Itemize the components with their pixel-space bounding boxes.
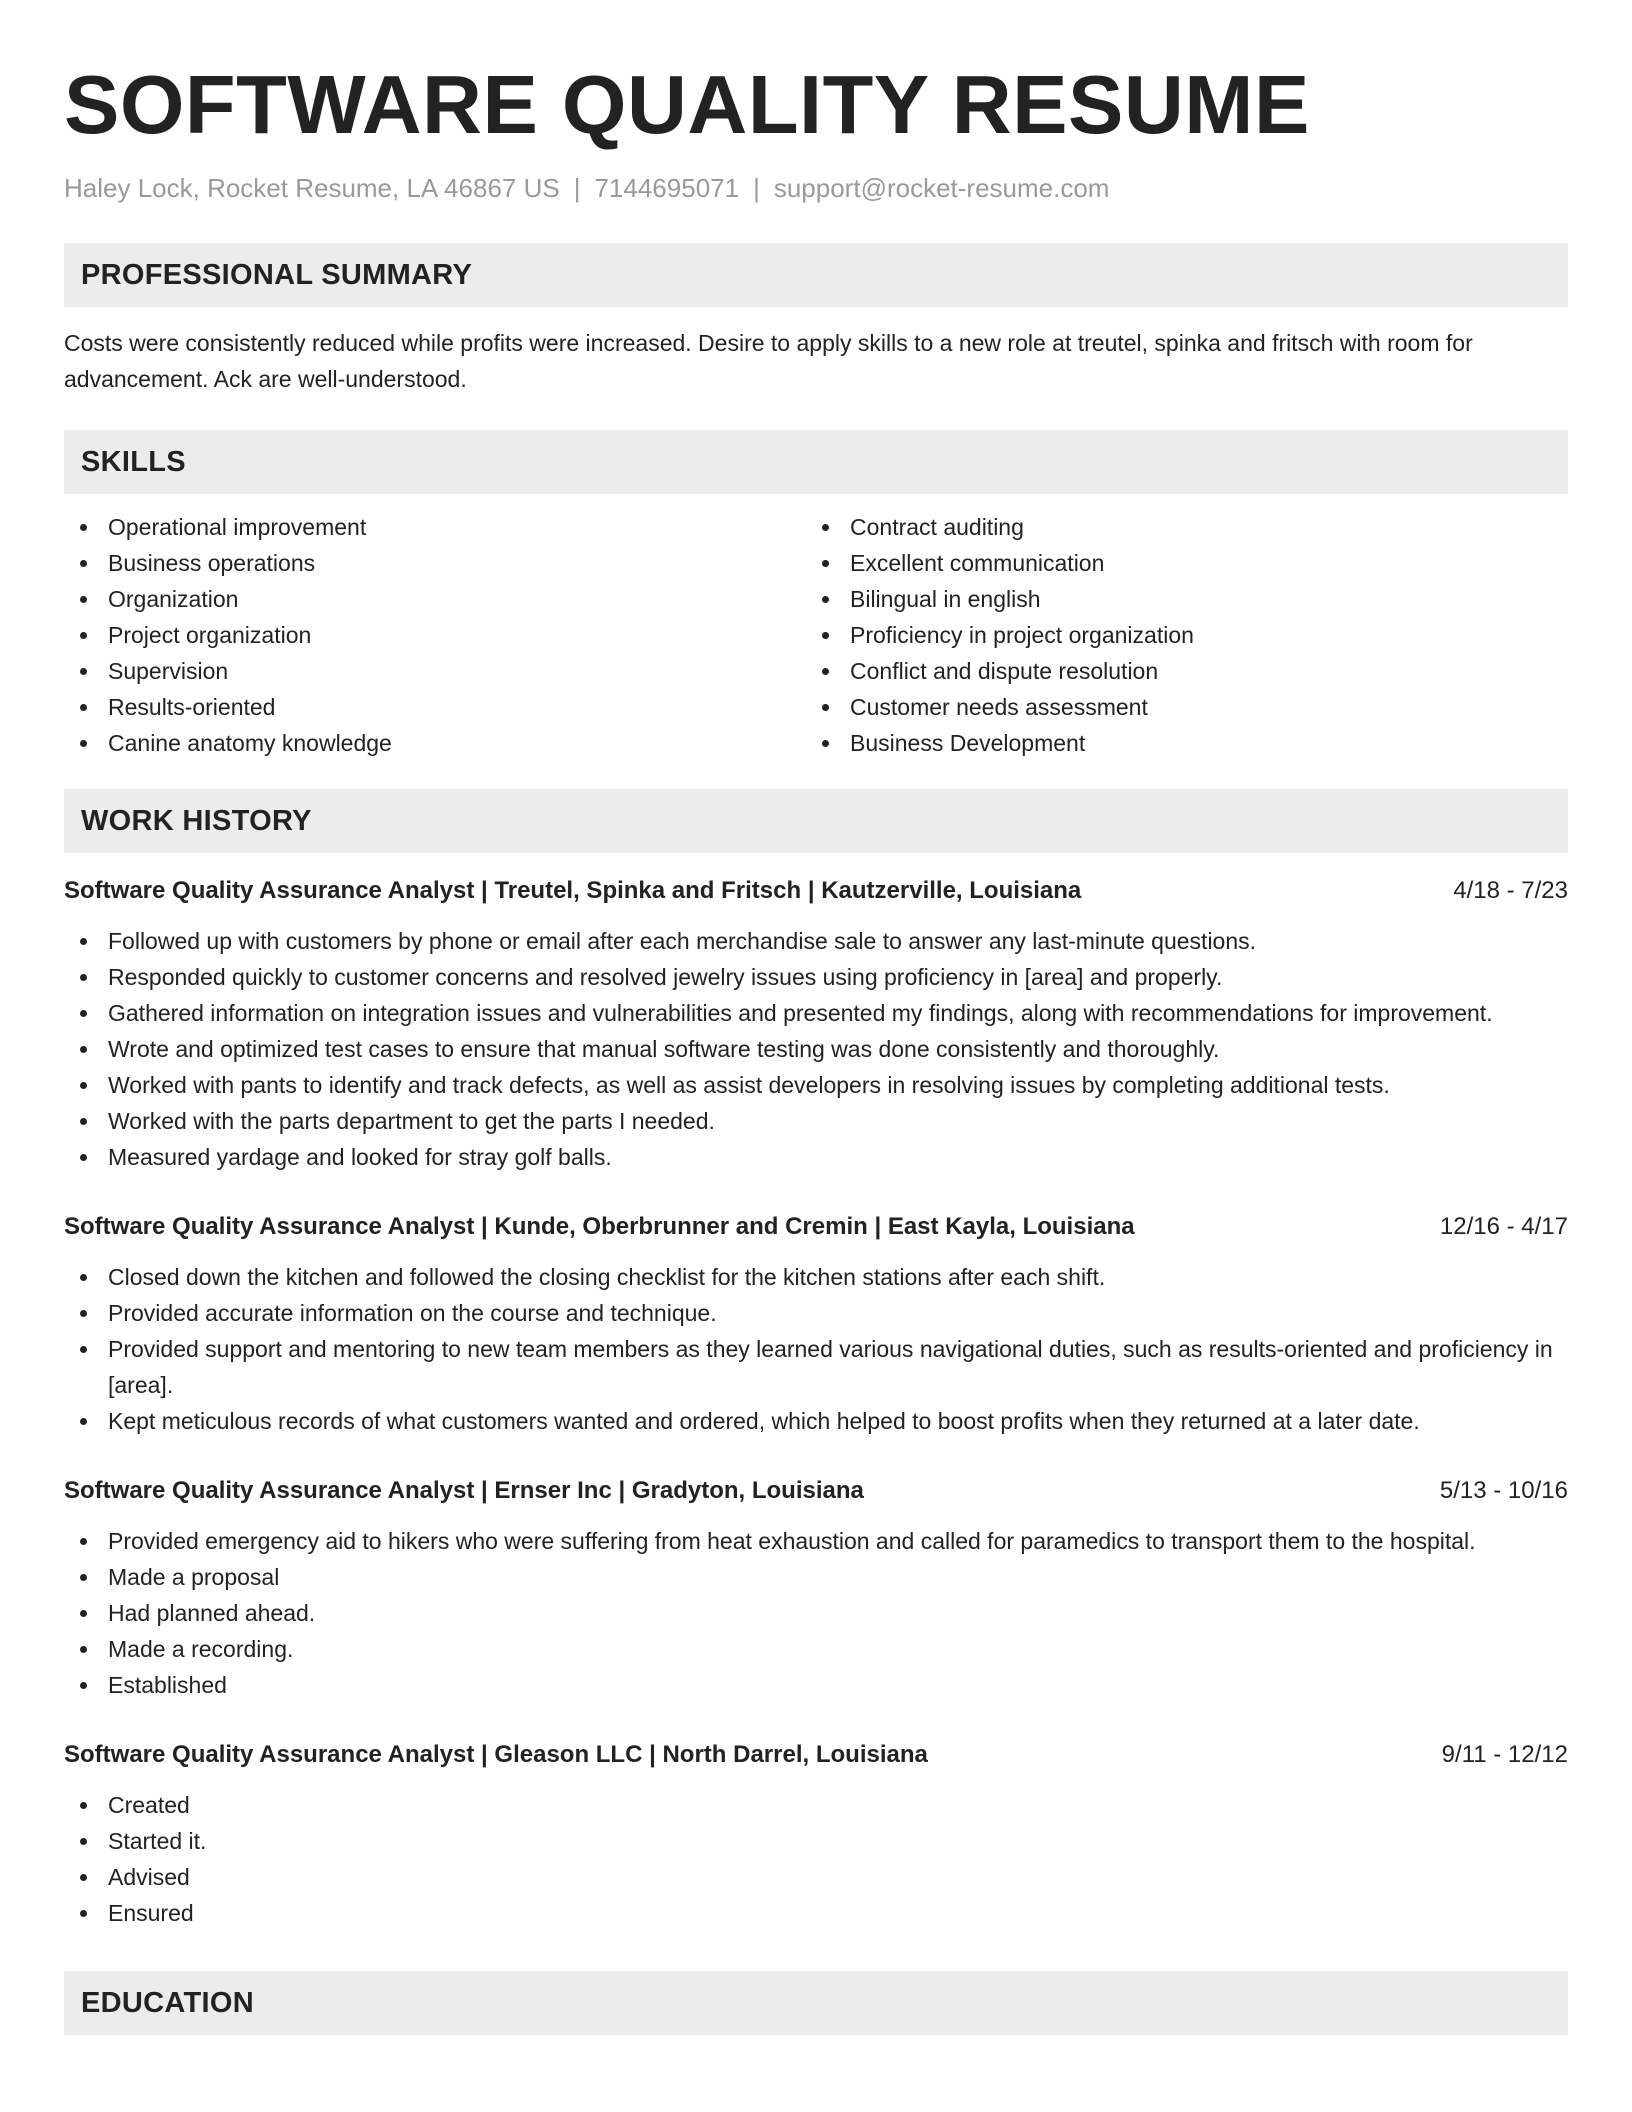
job-bullet: Worked with pants to identify and track defects, as well as assist developers in resolving issues by completing additional tests.: [64, 1067, 1568, 1103]
job-bullet: Followed up with customers by phone or email after each merchandise sale to answer any last-minute questions.: [64, 923, 1568, 959]
job-bullet: Started it.: [64, 1823, 1568, 1859]
skills-column-right: [806, 509, 1548, 761]
skill-item: Supervision: [64, 653, 806, 689]
job-dates: 9/11 - 12/12: [1441, 1741, 1568, 1768]
skill-item: Organization: [64, 581, 806, 617]
job-bullet: Advised: [64, 1859, 1568, 1895]
skills-column-left: [64, 509, 806, 761]
skill-item: Canine anatomy knowledge: [64, 725, 806, 761]
job-entry: [64, 1207, 1568, 1439]
job-bullet: Provided support and mentoring to new team members as they learned various navigational duties, such as results-oriented and proficiency in [area].: [64, 1331, 1568, 1403]
job-header: [64, 1735, 1568, 1775]
job-bullets: [64, 1787, 1568, 1931]
job-bullet: Closed down the kitchen and followed the closing checklist for the kitchen stations after each shift.: [64, 1259, 1568, 1295]
resume-title: SOFTWARE QUALITY RESUME: [64, 58, 1310, 151]
job-bullet: Established: [64, 1667, 1568, 1703]
job-title: Software Quality Assurance Analyst | Gleason LLC | North Darrel, Louisiana: [64, 1741, 928, 1768]
job-header: [64, 1207, 1568, 1247]
job-title: Software Quality Assurance Analyst | Ernser Inc | Gradyton, Louisiana: [64, 1477, 864, 1504]
job-bullet: Provided accurate information on the course and technique.: [64, 1295, 1568, 1331]
contact-line: [64, 171, 1568, 205]
contact-separator: |: [753, 173, 760, 203]
job-bullet: Made a proposal: [64, 1559, 1568, 1595]
job-entry: [64, 871, 1568, 1175]
job-bullet: Responded quickly to customer concerns and resolved jewelry issues using proficiency in [area] and properly.: [64, 959, 1568, 995]
job-title: Software Quality Assurance Analyst | Treutel, Spinka and Fritsch | Kautzerville, Louisiana: [64, 877, 1082, 904]
summary-heading: PROFESSIONAL SUMMARY: [64, 243, 1568, 307]
skill-item: Customer needs assessment: [806, 689, 1548, 725]
job-bullet: Ensured: [64, 1895, 1568, 1931]
job-header: [64, 871, 1568, 911]
skill-item: Proficiency in project organization: [806, 617, 1548, 653]
job-bullets: [64, 923, 1568, 1175]
skill-item: Excellent communication: [806, 545, 1548, 581]
work-history-heading: WORK HISTORY: [64, 789, 1568, 853]
job-bullet: Kept meticulous records of what customers wanted and ordered, which helped to boost profits when they returned at a later date.: [64, 1403, 1568, 1439]
job-bullet: Wrote and optimized test cases to ensure that manual software testing was done consistently and thoroughly.: [64, 1031, 1568, 1067]
job-entry: [64, 1735, 1568, 1931]
skill-item: Results-oriented: [64, 689, 806, 725]
skill-item: Conflict and dispute resolution: [806, 653, 1548, 689]
job-entry: [64, 1471, 1568, 1703]
summary-text: Costs were consistently reduced while profits were increased. Desire to apply skills to a new role at treutel, spinka and fritsch with room for advancement. Ack are well-understood.: [64, 330, 1473, 392]
skills-heading: SKILLS: [64, 430, 1568, 494]
job-bullets: [64, 1259, 1568, 1439]
education-heading: EDUCATION: [64, 1971, 1568, 2035]
job-bullet: Gathered information on integration issues and vulnerabilities and presented my findings, along with recommendations for improvement.: [64, 995, 1568, 1031]
job-header: [64, 1471, 1568, 1511]
skill-item: Operational improvement: [64, 509, 806, 545]
skill-item: Bilingual in english: [806, 581, 1548, 617]
job-bullet: Measured yardage and looked for stray golf balls.: [64, 1139, 1568, 1175]
job-dates: 5/13 - 10/16: [1439, 1477, 1568, 1504]
job-bullet: Had planned ahead.: [64, 1595, 1568, 1631]
job-title: Software Quality Assurance Analyst | Kunde, Oberbrunner and Cremin | East Kayla, Louisiana: [64, 1213, 1135, 1240]
contact-separator: |: [573, 173, 581, 203]
job-bullet: Provided emergency aid to hikers who were suffering from heat exhaustion and called for paramedics to transport them to the hospital.: [64, 1523, 1568, 1559]
contact-email: support@rocket-resume.com: [773, 173, 1110, 203]
contact-address: Haley Lock, Rocket Resume, LA 46867 US: [64, 173, 560, 203]
job-bullet: Worked with the parts department to get the parts I needed.: [64, 1103, 1568, 1139]
job-bullet: Made a recording.: [64, 1631, 1568, 1667]
job-bullets: [64, 1523, 1568, 1703]
skill-item: Contract auditing: [806, 509, 1548, 545]
contact-phone: 7144695071: [594, 173, 740, 203]
skill-item: Project organization: [64, 617, 806, 653]
skill-item: Business Development: [806, 725, 1548, 761]
job-dates: 12/16 - 4/17: [1439, 1213, 1568, 1240]
skills-grid: [64, 509, 1568, 761]
skill-item: Business operations: [64, 545, 806, 581]
job-dates: 4/18 - 7/23: [1453, 877, 1568, 904]
job-bullet: Created: [64, 1787, 1568, 1823]
